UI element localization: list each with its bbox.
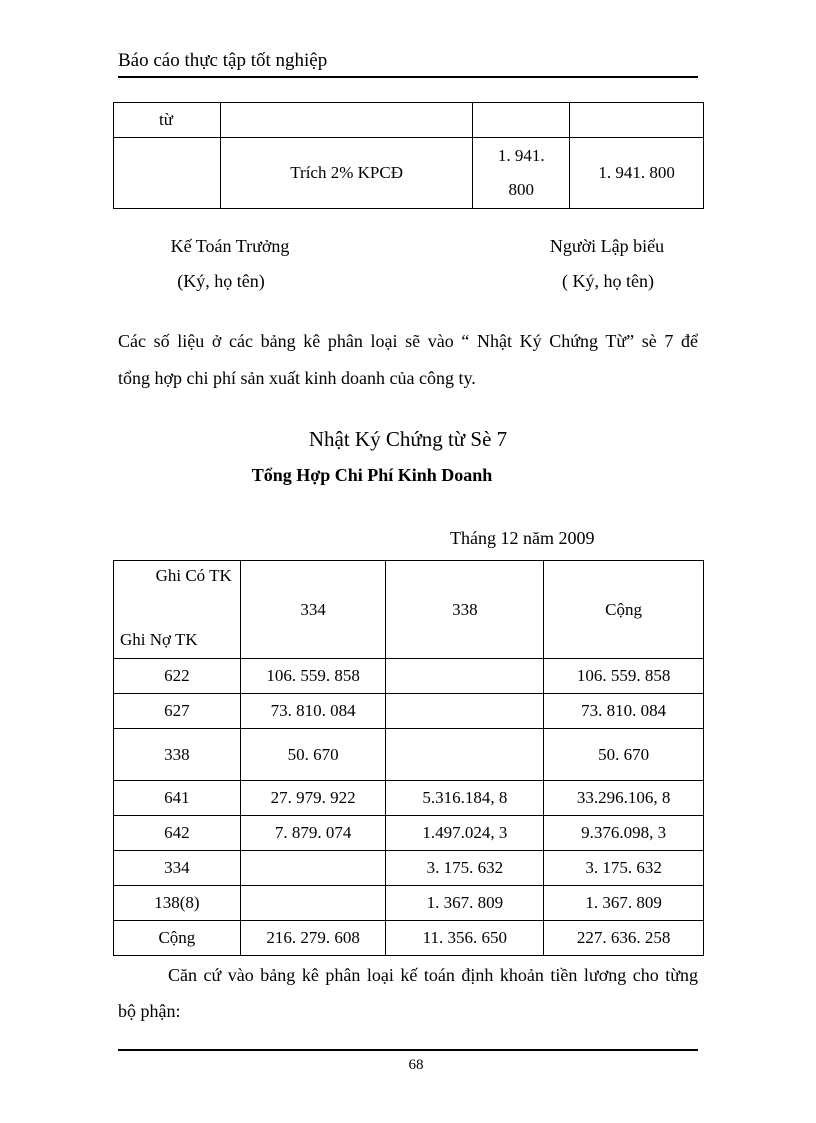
- table-row: [114, 886, 704, 921]
- row-total: 50. 670: [544, 729, 704, 781]
- section-month: Tháng 12 năm 2009: [450, 528, 595, 548]
- table-row: [114, 103, 704, 138]
- table-cell: [473, 138, 570, 209]
- row-account: 334: [114, 851, 241, 886]
- row-334: 27. 979. 922: [240, 781, 386, 816]
- header-debit: Ghi Nợ TK: [120, 630, 198, 649]
- paragraph-1-line-2: tổng hợp chi phí sản xuất kinh doanh của công ty.: [118, 368, 476, 388]
- signature-left-sub: (Ký, họ tên): [177, 271, 265, 291]
- row-338: [386, 729, 544, 781]
- row-334: 73. 810. 084: [240, 694, 386, 729]
- table-row: [114, 781, 704, 816]
- table-cell: [473, 103, 570, 138]
- row-total: 33.296.106, 8: [544, 781, 704, 816]
- signature-right-sub: ( Ký, họ tên): [562, 271, 654, 291]
- header-total: Cộng: [544, 561, 704, 659]
- row-total: 1. 367. 809: [544, 886, 704, 921]
- row-338: 3. 175. 632: [386, 851, 544, 886]
- table-cell: [570, 103, 704, 138]
- main-table: [113, 560, 704, 956]
- top-table: [113, 102, 704, 209]
- row-338: 11. 356. 650: [386, 921, 544, 956]
- row-334: [240, 851, 386, 886]
- signature-left-title: Kế Toán Trưởng: [170, 236, 290, 256]
- table-row: [114, 659, 704, 694]
- row-338: 1. 367. 809: [386, 886, 544, 921]
- row-account: 627: [114, 694, 241, 729]
- row-338: 5.316.184, 8: [386, 781, 544, 816]
- row-total: 3. 175. 632: [544, 851, 704, 886]
- page-number: 68: [408, 1057, 424, 1073]
- header-338: 338: [386, 561, 544, 659]
- row-334: 216. 279. 608: [240, 921, 386, 956]
- row-total: 9.376.098, 3: [544, 816, 704, 851]
- row-total: 227. 636. 258: [544, 921, 704, 956]
- row-334: 50. 670: [240, 729, 386, 781]
- row-account: 338: [114, 729, 241, 781]
- row-total: 106. 559. 858: [544, 659, 704, 694]
- diagonal-header-cell: [114, 561, 241, 659]
- table-row: [114, 729, 704, 781]
- row-account: 641: [114, 781, 241, 816]
- section-title: Nhật Ký Chứng từ Sè 7: [308, 427, 508, 451]
- row-334: 106. 559. 858: [240, 659, 386, 694]
- row-334: 7. 879. 074: [240, 816, 386, 851]
- header-title: Báo cáo thực tập tốt nghiệp: [118, 50, 328, 71]
- table-header-row: [114, 561, 704, 659]
- paragraph-2-line-2: bộ phận:: [118, 1001, 181, 1021]
- table-row: [114, 138, 704, 209]
- row-account: 138(8): [114, 886, 241, 921]
- table-total-row: [114, 921, 704, 956]
- table-cell: Trích 2% KPCĐ: [220, 138, 473, 209]
- row-total: 73. 810. 084: [544, 694, 704, 729]
- row-338: 1.497.024, 3: [386, 816, 544, 851]
- row-334: [240, 886, 386, 921]
- table-row: [114, 851, 704, 886]
- table-cell: 1. 941. 800: [570, 138, 704, 209]
- footer-rule: [118, 1049, 698, 1051]
- row-account: Cộng: [114, 921, 241, 956]
- table-cell: [220, 103, 473, 138]
- row-338: [386, 694, 544, 729]
- amount-line: 800: [508, 180, 535, 199]
- table-row: [114, 816, 704, 851]
- header-credit: Ghi Có TK: [155, 566, 232, 585]
- header-334: 334: [240, 561, 386, 659]
- row-338: [386, 659, 544, 694]
- header-rule: [118, 76, 698, 78]
- table-cell: [114, 138, 221, 209]
- row-account: 642: [114, 816, 241, 851]
- paragraph-2-line-1: Căn cứ vào bảng kê phân loại kế toán định khoản tiền lương cho từng: [168, 965, 698, 985]
- table-cell: từ: [114, 103, 221, 138]
- row-account: 622: [114, 659, 241, 694]
- signature-right-title: Người Lập biểu: [549, 236, 665, 256]
- section-subtitle: Tổng Hợp Chi Phí Kinh Doanh: [251, 465, 493, 485]
- paragraph-1-line-1: Các số liệu ở các bảng kê phân loại sẽ vào “ Nhật Ký Chứng Từ” sè 7 để: [118, 331, 698, 351]
- amount-line: 1. 941.: [497, 146, 545, 165]
- table-row: [114, 694, 704, 729]
